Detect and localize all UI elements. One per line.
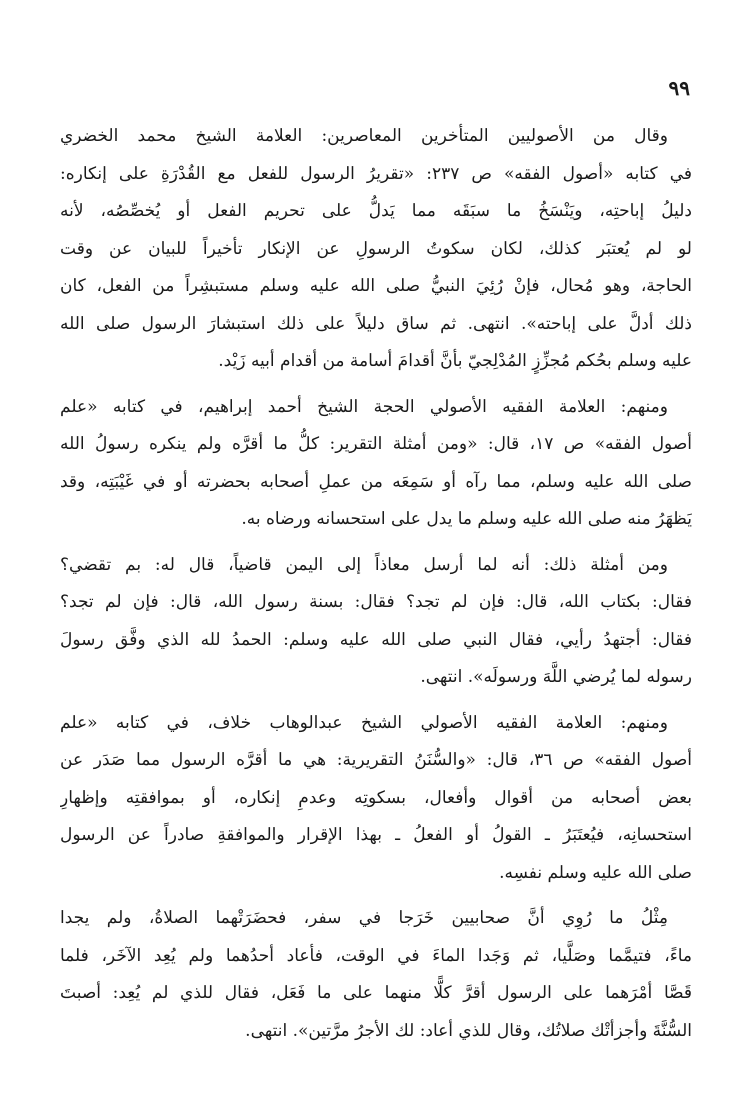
text-line: استحسانِه، فيُعتَبَرُ ـ القولُ أو الفعلُ ـ بهذا الإقرار والموافقةِ صادراً عن الرسول xyxy=(60,825,692,845)
text-line: صلى الله عليه وسلم، مما رآه أو سَمِعَه من عملِ أصحابه بحضرته أو في غَيْبَتِه، وقد xyxy=(60,471,692,492)
text-line: فقال: أجتهدُ رأيي، فقال النبي صلى الله عليه وسلم: الحمدُ لله الذي وفَّق رسولَ xyxy=(60,629,692,650)
text-line: دليلُ إباحتِه، ويَنْسَخُ ما سبَقَه مما يَدلُّ على تحريم الفعل أو يُخصِّصُه، لأنه xyxy=(60,201,692,221)
page-number: ٩٩ xyxy=(668,76,690,100)
text-line: بعض أصحابه من أقوال وأفعال، بسكوتِه وعدمِ إنكاره، أو بموافقتِه وإظهارِ xyxy=(60,787,692,808)
text-line: الحاجة، وهو مُحال، فإنْ رُئِيَ النبيُّ صلى الله عليه وسلم مستبشِراً من الفعل، كان xyxy=(60,276,692,296)
text-line: السُّنَّةَ وأجزأتْك صلاتُك، وقال للذي أعاد: لك الأجرُ مرَّتين». انتهى. xyxy=(245,1020,692,1041)
text-line: ماءً، فتيمَّما وصَلَّيا، ثم وَجَدا الماءَ في الوقت، فأعاد أحدُهما ولم يُعِد الآخَر، فلما xyxy=(60,945,692,966)
paragraph-khallaf xyxy=(60,705,692,893)
text-line: ومن أمثلة ذلك: أنه لما أرسل معاذاً إلى اليمن قاضياً، قال له: بم تقضي؟ xyxy=(60,554,668,575)
paragraph-khudari xyxy=(60,118,692,381)
text-line: ومنهم: العلامة الفقيه الأصولي الحجة الشيخ أحمد إبراهيم، في كتابه «علم xyxy=(60,396,668,417)
text-line: يَظهَرُ منه صلى الله عليه وسلم ما يدل على استحسانه ورضاه به. xyxy=(241,509,692,529)
paragraph-two-companions xyxy=(60,900,692,1050)
text-line: رسوله لما يُرضي اللَّهَ ورسولَه». انتهى. xyxy=(420,667,692,687)
text-line: أصول الفقه» ص ١٧، قال: «ومن أمثلة التقرير: كلُّ ما أقرَّه ولم ينكره رسولُ الله xyxy=(60,434,692,454)
text-line: قَصَّا أمْرَهما على الرسول أقرَّ كلًّا منهما على ما فَعَل، فقال للذي لم يُعِد: أصبتَ xyxy=(60,983,692,1003)
paragraph-muadh-example xyxy=(60,547,692,697)
text-line: ومنهم: العلامة الفقيه الأصولي الشيخ عبدالوهاب خلاف، في كتابه «علم xyxy=(60,712,668,733)
text-line: ذلك أدلَّ على إباحته». انتهى. ثم ساق دليلاً على ذلك استبشارَ الرسول صلى الله xyxy=(60,313,692,334)
text-line: مِثْلُ ما رُوِي أنَّ صحابيين خَرَجا في سفر، فحضَرَتْهما الصلاةُ، ولم يجدا xyxy=(60,908,668,928)
text-line: وقال من الأصوليين المتأخرين المعاصرين: العلامة الشيخ محمد الخضري xyxy=(60,126,668,146)
text-line: فقال: بكتاب الله، قال: فإن لم تجد؟ فقال: بسنة رسول الله، قال: فإن لم تجد؟ xyxy=(60,592,692,612)
text-line: عليه وسلم بحُكم مُجزِّزٍ المُدْلِجيّ بأنَّ أقدامَ أسامة من أقدام أبيه زَيْد. xyxy=(218,351,692,371)
text-line: لو لم يُعتبَر كذلك، لكان سكوتُ الرسولِ عن الإنكار تأخيراً للبيان عن وقت xyxy=(60,238,692,259)
text-line: أصول الفقه» ص ٣٦، قال: «والسُّنَنُ التقريرية: هي ما أقرَّه الرسول مما صَدَر عن xyxy=(60,750,692,770)
text-line: في كتابه «أصول الفقه» ص ٢٣٧: «تقريرُ الرسول للفعل مع القُدْرَةِ على إنكاره: xyxy=(60,163,692,184)
text-line: صلى الله عليه وسلم نفسِه. xyxy=(499,862,692,883)
paragraph-ahmad-ibrahim xyxy=(60,389,692,539)
